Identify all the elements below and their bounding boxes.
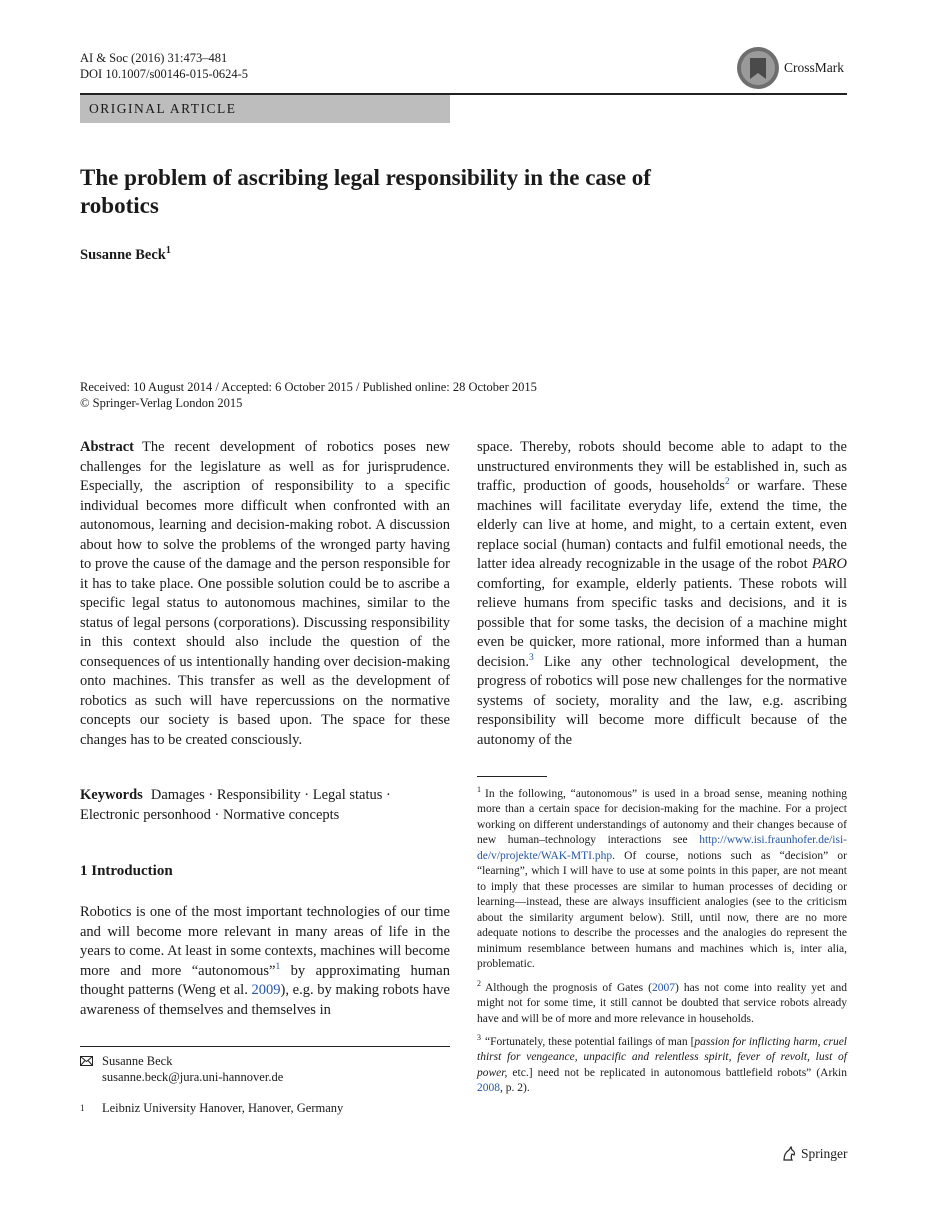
footnote-text: “Fortunately, these potential failings of man [ (485, 1035, 695, 1048)
footnote-text: . Of course, notions such as “decision” or “learning”, which I will have to use at some points in this paper, are not meant to imply that these processes are similar to human processes of deciding or learning—instead, these are always insufficient analogies (see to the criticism about the similarity argument below). Still, until now, there are no more adequate notions to describe the processes and the analogies do represent the minimum resemblance between humans and machines which is, inter alia, problematic. (477, 849, 847, 971)
keywords-label: Keywords (80, 787, 143, 803)
body-text: comforting, for example, elderly patients. These robots will relieve humans from specific tasks and decisions, and it is possible that for some tasks, the decision of a machine might even be quicker, more rational, more informed than a human decision. (477, 575, 847, 670)
footnote-2 (477, 976, 847, 1027)
intro-text: Robotics is one of the most important technologies of our time and will become more relevant in many areas of life in the years to come. At least in some contexts, machines will become more and more “autonomous” (80, 904, 450, 979)
doi[interactable]: DOI 10.1007/s00146-015-0624-5 (80, 67, 249, 81)
body-paragraph-right (477, 438, 847, 750)
footnote-ref-2[interactable]: 2 (724, 477, 730, 488)
footnote-number: 2 (477, 978, 481, 988)
body-text: Like any other technological development, the progress of robotics will pose new challenges for the normative systems of society, morality and the law, e.g. ascribing responsibility will become more difficult because of the autonomy of the (477, 653, 847, 748)
article-type-banner: ORIGINAL ARTICLE (80, 95, 450, 123)
copyright-line: © Springer-Verlag London 2015 (80, 396, 243, 410)
springer-horse-icon (781, 1146, 797, 1162)
robot-name-paro: PARO (811, 556, 847, 572)
abstract (80, 438, 450, 750)
citation-link[interactable]: 2009 (251, 982, 281, 998)
journal-citation: AI & Soc (2016) 31:473–481 (80, 51, 228, 65)
affiliation-text: Leibniz University Hanover, Hanover, Germany (102, 1101, 344, 1115)
footnote-text: Although the prognosis of Gates ( (485, 981, 653, 994)
footnote-text: etc.] need not be replicated in autonomous battlefield robots” (Arkin (507, 1066, 847, 1079)
footnotes (477, 782, 847, 1100)
abstract-label: Abstract (80, 439, 134, 455)
body-text: space. Thereby, robots should become able to adapt to the unstructured environments they will be established in, such as traffic, production of goods, households (477, 439, 847, 494)
footnote-number: 3 (477, 1033, 481, 1043)
publisher-name: Springer (801, 1146, 848, 1161)
keywords-text: Damages · Responsibility · Legal status · Electronic personhood · Normative concepts (80, 787, 391, 823)
footnote-ref-1[interactable]: 1 (275, 961, 281, 972)
publication-dates (80, 379, 537, 411)
citation-link[interactable]: 2007 (652, 981, 676, 994)
author-name: Susanne Beck (80, 246, 166, 263)
affiliation-number: 1 (80, 1103, 85, 1113)
crossmark-icon (736, 46, 780, 90)
footnote-3 (477, 1030, 847, 1097)
footnote-1 (477, 782, 847, 973)
body-text: or warfare. These machines will facilitate everyday life, extend the time, the elderly can live at home, and might, to a certain extent, even replace social (human) contacts and fulfil emotional needs, the latter idea already recognizable in the usage of the robot (477, 478, 848, 572)
crossmark-badge[interactable] (736, 46, 844, 90)
author-line (80, 245, 171, 264)
footnote-italic-text: passion for inflicting harm, cruel thirst for vengeance, unpacific and relentless spirit, fever of revolt, lust of power, (477, 1035, 847, 1079)
crossmark-label: CrossMark (784, 60, 844, 75)
footnote-text: , p. 2). (500, 1082, 530, 1095)
author-affiliation-mark: 1 (165, 245, 171, 256)
citation-link[interactable]: 2008 (477, 1082, 500, 1095)
footnote-text: In the following, “autonomous” is used in a broad sense, meaning nothing more than a certain space for decision-making for the machine. For a project working on different understandings of autonomy and their changes because of new human–technology interactions see (477, 787, 847, 847)
section-heading-introduction: 1 Introduction (80, 863, 173, 879)
dates-line: Received: 10 August 2014 / Accepted: 6 October 2015 / Published online: 28 October 2015 (80, 380, 537, 394)
article-title: The problem of ascribing legal responsibility in the case of robotics (80, 165, 651, 218)
corresponding-author-email[interactable]: susanne.beck@jura.uni-hannover.de (102, 1070, 284, 1084)
affiliation-1 (80, 1100, 450, 1116)
footnote-ref-3[interactable]: 3 (528, 652, 534, 663)
affiliation-divider (80, 1046, 450, 1047)
journal-header (80, 50, 248, 82)
intro-text: by approximating human thought patterns (Weng et al. (80, 962, 450, 998)
footnote-divider (477, 776, 547, 777)
corresponding-author-name: Susanne Beck (102, 1054, 173, 1068)
publisher-logo (781, 1146, 848, 1162)
footnote-number: 1 (477, 785, 481, 794)
corresponding-author (80, 1053, 450, 1085)
intro-text: ), e.g. by making robots have awareness of themselves and themselves in (80, 982, 450, 1018)
keywords (80, 786, 450, 825)
footnote-url-link[interactable]: http://www.isi.fraunhofer.de/isi-de/v/projekte/WAK-MTI.php (477, 834, 847, 862)
abstract-text: The recent development of robotics poses new challenges for the legislature as well as for jurisprudence. Especially, the ascription of responsibility to a specific individual becomes more difficult when confronted with an autonomous, learning and decision-making robot. A discussion about how to solve the problems of the wronged party having to prove the cause of the damage and the person responsible for it has to take place. One possible solution could be to ascribe a specific legal status to autonomous machines, similar to the status of legal persons (corporations). Discussing responsibility in this context should also include the question of the consequences of us intentionally handing over decision-making onto machines. This transfer as well as the development of robotics as such will have repercussions on the normative concepts our society is based upon. The space for these changes has to be created consciously. (80, 439, 450, 748)
footnote-text: ) has not come into reality yet and might not for some time, it still cannot be doubted that service robots already have and will be of more and more relevance in households. (477, 981, 847, 1025)
envelope-icon (80, 1056, 93, 1066)
introduction-paragraph (80, 903, 450, 1020)
